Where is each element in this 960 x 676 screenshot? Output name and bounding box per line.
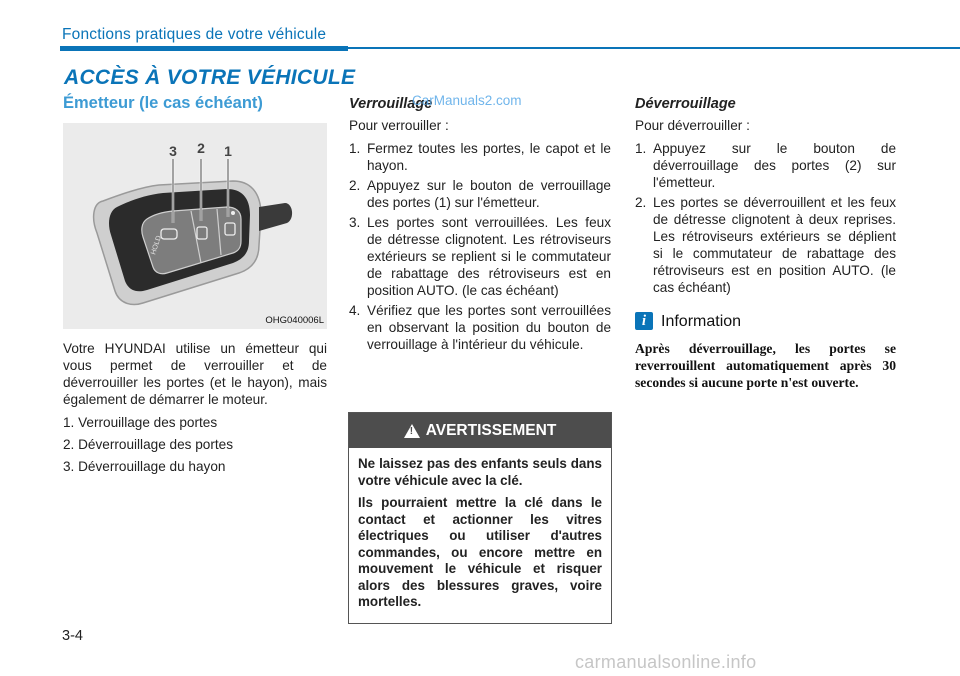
unlocking-steps <box>635 140 896 296</box>
list-item: 3. Les portes sont verrouillées. Les feux de détresse clignotent. Les rétroviseurs extérieurs se replient si le commutateur de rabattage des rétroviseurs est en position AUTO. (le cas échéant) <box>349 215 611 298</box>
list-item: 2. Appuyez sur le bouton de verrouillage des portes (1) sur l'émetteur. <box>349 178 611 210</box>
photo-code: OHG040006L <box>265 315 324 326</box>
locking-steps <box>349 140 611 353</box>
callout-3: 3 <box>169 143 177 159</box>
list-item: 1. Verrouillage des portes <box>63 415 218 430</box>
column-middle <box>349 96 611 356</box>
page-number: 3-4 <box>62 628 83 644</box>
intro-paragraph: Votre HYUNDAI utilise un émetteur qui vous permet de verrouiller et de déverrouiller les portes (et le hayon), mais également de démarrer le moteur. <box>63 341 327 407</box>
header-title: Fonctions pratiques de votre véhicule <box>62 26 327 43</box>
callout-1: 1 <box>224 143 232 159</box>
info-icon: i <box>635 312 653 330</box>
locking-heading: Verrouillage <box>349 96 433 112</box>
header-bar <box>60 46 348 51</box>
header-rule <box>348 47 960 49</box>
warning-paragraph: Ne laissez pas des enfants seuls dans votre véhicule avec la clé. <box>358 456 602 488</box>
list-item: 2. Déverrouillage des portes <box>63 437 234 452</box>
section-title: ACCÈS À VOTRE VÉHICULE <box>64 66 356 89</box>
column-left <box>63 340 327 480</box>
information-text: Après déverrouillage, les portes se reverrouillent automatiquement après 30 secondes si aucune porte n'est ouverte. <box>635 341 896 390</box>
list-item: 4. Vérifiez que les portes sont verrouillées en observant la position du bouton de verrouillage à l'intérieur du véhicule. <box>349 303 611 352</box>
warning-paragraph: Ils pourraient mettre la clé dans le contact et actionner les vitres électriques ou utiliser d'autres commandes, ou encore mettre en mouvement le véhicule et risquer alors des blessures graves, voire mortelles. <box>358 495 602 609</box>
warning-icon: ! <box>404 424 420 438</box>
callout-2: 2 <box>197 140 205 156</box>
unlocking-intro: Pour déverrouiller : <box>635 118 750 133</box>
key-fob-illustration <box>63 123 327 329</box>
button-list <box>63 414 327 475</box>
key-fob-photo <box>63 123 327 329</box>
warning-header <box>349 413 611 448</box>
column-right <box>635 96 896 391</box>
unlocking-heading: Déverrouillage <box>635 96 736 112</box>
locking-intro: Pour verrouiller : <box>349 118 449 133</box>
watermark-bottom: carmanualsonline.info <box>575 652 757 672</box>
warning-title: AVERTISSEMENT <box>425 421 557 439</box>
information-header <box>635 312 896 330</box>
warning-box <box>348 412 612 624</box>
list-item: 3. Déverrouillage du hayon <box>63 459 226 474</box>
subtitle: Émetteur (le cas échéant) <box>63 94 263 112</box>
warning-body <box>349 448 611 611</box>
list-item: 2. Les portes se déverrouillent et les feux de détresse clignotent à deux reprises. Les rétroviseurs extérieurs se déplient si le commutateur de rabattage des rétroviseurs est en position AUTO. (le cas échéant) <box>635 195 896 295</box>
hold-label: HOLD <box>150 234 163 256</box>
information-title: Information <box>661 312 742 330</box>
list-item: 1. Fermez toutes les portes, le capot et le hayon. <box>349 141 611 173</box>
watermark-top: CarManuals2.com <box>412 93 522 108</box>
list-item: 1. Appuyez sur le bouton de déverrouillage des portes (2) sur l'émetteur. <box>635 141 896 190</box>
